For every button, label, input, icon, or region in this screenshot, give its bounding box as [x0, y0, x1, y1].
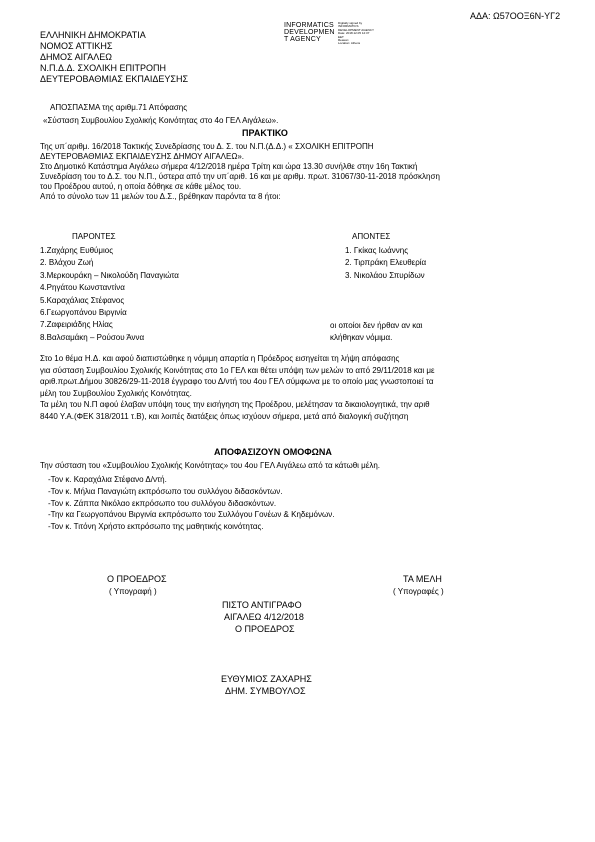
intro-line: Της υπ΄αριθμ. 16/2018 Τακτικής Συνεδρίασης του Δ. Σ. του Ν.Π.(Δ.Δ.) « ΣΧΟΛΙΚΗ ΕΠΙΤΡΟΠΗ	[40, 142, 374, 151]
header-line: ΔΗΜΟΣ ΑΙΓΑΛΕΩ	[40, 52, 112, 62]
present-member: 2. Βλάχου Ζωή	[40, 258, 94, 268]
stamp-detail-line: Digitally signed by	[338, 21, 363, 25]
header-line: ΔΕΥΤΕΡΟΒΑΘΜΙΑΣ ΕΚΠΑΙΔΕΥΣΗΣ	[40, 74, 189, 84]
ada-code: ΑΔΑ: Ω57ΟΟΞ6Ν-ΥΓ2	[470, 11, 561, 21]
intro-line: Από το σύνολο των 11 μελών του Δ.Σ., βρέθηκαν παρόντα τα 8 ήτοι:	[40, 192, 281, 201]
issuer-header	[40, 30, 188, 85]
intro-line: του Προέδρου αυτού, η οποία δόθηκε σε κάθε μέλος του.	[40, 182, 242, 191]
present-member: 7.Ζαφειριάδης Ηλίας	[40, 320, 113, 330]
present-member: 5.Καραχάλιας Στέφανος	[40, 295, 125, 305]
absent-title: ΑΠΟΝΤΕΣ	[352, 232, 391, 241]
stamp-detail-line: Reason:	[338, 38, 350, 43]
stamp-detail-line: Location: Athens	[338, 41, 361, 46]
decision-item: -Τον κ. Καραχάλια Στέφανο Δ/ντή.	[48, 475, 167, 484]
absent-note-line: οι οποίοι δεν ήρθαν αν και	[330, 321, 423, 330]
stamp-detail-line: DEVELOPMENT AGENCY	[338, 27, 374, 32]
stamp-detail-line: Date: 2018.12.05 12:37	[338, 31, 370, 36]
present-member: 4.Ρηγάτου Κωνσταντίνα	[40, 283, 125, 293]
body-line: Στο 1ο θέμα Η.Δ. και αφού διαπιστώθηκε η νόμιμη απαρτία η Πρόεδρος εισηγείται τη λήψη απόφασης	[40, 354, 400, 363]
decision-item: -Τον κ. Τιτόνη Χρήστο εκπρόσωπο της μαθητικής κοινότητας.	[48, 522, 264, 532]
signatory-name: ΕΥΘΥΜΙΟΣ ΖΑΧΑΡΗΣ	[221, 674, 312, 684]
president-label: Ο ΠΡΟΕΔΡΟΣ	[107, 574, 167, 584]
absent-member: 2. Τιρπράκη Ελευθερία	[345, 258, 427, 268]
intro-line: Συνεδρίαση του το Δ.Σ. του Ν.Π., ύστερα από την υπ΄αριθ. 16 και με αριθμ. πρωτ. 31067/30-11-2018 πρόσκληση	[40, 172, 440, 181]
intro-line: Στο Δημοτικό Κατάστημα Αιγάλεω σήμερα 4/12/2018 ημέρα Τρίτη και ώρα 13.30 συνήλθε στην 16η Τακτική	[40, 162, 418, 171]
members-label: ΤΑ ΜΕΛΗ	[403, 574, 442, 584]
absent-member: 3. Νικολάου Σπυρίδων	[345, 270, 425, 280]
digital-signature-stamp	[284, 22, 394, 50]
stamp-detail-line: EET	[338, 34, 344, 39]
intro-paragraph	[40, 142, 560, 202]
header-line: Ν.Π.Δ.Δ. ΣΧΟΛΙΚΗ ΕΠΙΤΡΟΠΗ	[40, 63, 166, 73]
stamp-line: DEVELOPMEN	[284, 29, 335, 36]
stamp-detail-line: INFORMATICS	[338, 24, 359, 29]
present-member: 8.Βαλσαμάκη – Ρούσου Άννα	[40, 332, 145, 342]
body-line: 8440 Υ.Α.(ΦΕΚ 318/2011 τ.Β), και λοιπές διατάξεις όπως ισχύουν σήμερα, μετά από διαλογική συζήτηση	[40, 411, 409, 421]
stamp-line: T AGENCY	[284, 36, 321, 43]
members-signature: ( Υπογραφές )	[393, 587, 444, 596]
praktiko-title: ΠΡΑΚΤΙΚΟ	[242, 128, 288, 138]
absent-member: 1. Γκίκας Ιωάννης	[345, 246, 409, 255]
decision-intro: Την σύσταση του «Συμβουλίου Σχολικής Κοινότητας» του 4ου ΓΕΛ Αιγάλεω από τα κάτωθι μέλη.	[40, 461, 380, 470]
decision-item: -Τον κ. Μήλια Παναγιώτη εκπρόσωπο του συλλόγου διδασκόντων.	[48, 486, 283, 496]
true-copy-title: ΠΙΣΤΟ ΑΝΤΙΓΡΑΦΟ	[222, 600, 302, 610]
header-line: ΝΟΜΟΣ ΑΤΤΙΚΗΣ	[40, 41, 113, 51]
present-member: 6.Γεωργοπάνου Βιργινία	[40, 308, 127, 318]
body-line: Τα μέλη του Ν.Π αφού έλαβαν υπόψη τους την εισήγηση της Προέδρου, μελέτησαν τα δικαιολογητικά, την αριθ	[40, 400, 430, 410]
true-copy-place-date: ΑΙΓΑΛΕΩ 4/12/2018	[224, 612, 304, 622]
stamp-details	[338, 22, 394, 46]
decision-item: -Τον κ. Ζάππα Νικόλαο εκπρόσωπο του συλλόγου διδασκόντων.	[48, 498, 277, 508]
decision-item: -Την κα Γεωργοπάνου Βιργινία εκπρόσωπο του Συλλόγου Γονέων & Κηδεμόνων.	[48, 510, 335, 520]
decision-items	[48, 474, 334, 533]
header-line: ΕΛΛΗΝΙΚΗ ΔΗΜΟΚΡΑΤΙΑ	[40, 30, 146, 40]
true-copy-role: Ο ΠΡΟΕΔΡΟΣ	[235, 624, 295, 634]
decision-title: ΑΠΟΦΑΣΙΖΟΥΝ ΟΜΟΦΩΝΑ	[214, 447, 332, 457]
stamp-line: INFORMATICS	[284, 22, 334, 29]
absent-note-line: κλήθηκαν νόμιμα.	[330, 333, 393, 343]
body-line: μέλη του Συμβουλίου Σχολικής Κοινότητας.	[40, 388, 192, 398]
body-paragraph	[40, 353, 560, 423]
body-line: αριθ.πρωτ.Δήμου 30826/29-11-2018 έγγραφο του Δ/ντή του 4ου ΓΕΛ σύμφωνα με το οποίο μας γνωστοποιεί τα	[40, 377, 434, 387]
present-member: 3.Μερκουράκη – Νικολούδη Παναγιώτα	[40, 270, 179, 280]
absent-list	[345, 245, 426, 282]
body-line: για σύσταση Συμβουλίου Σχολικής Κοινότητας στο 1ο ΓΕΛ και θέτει υπόψη των μελών το από 29/11/2018 και με	[40, 365, 435, 375]
president-signature: ( Υπογραφή )	[109, 587, 157, 596]
intro-line: ΔΕΥΤΕΡΟΒΑΘΜΙΑΣ ΕΚΠΑΙΔΕΥΣΗΣ ΔΗΜΟΥ ΑΙΓΑΛΕΩ».	[40, 152, 245, 161]
signatory-title: ΔΗΜ. ΣΥΜΒΟΥΛΟΣ	[225, 686, 306, 696]
excerpt-line-1: ΑΠΟΣΠΑΣΜΑ της αριθμ.71 Απόφασης	[50, 103, 188, 112]
present-member: 1.Ζαχάρης Ευθύμιος	[40, 246, 114, 255]
present-list	[40, 245, 179, 344]
present-title: ΠΑΡΟΝΤΕΣ	[72, 232, 116, 241]
excerpt-line-2: «Σύσταση Συμβουλίου Σχολικής Κοινότητας στο 4ο ΓΕΛ Αιγάλεω».	[43, 116, 279, 125]
absent-note	[330, 320, 423, 345]
